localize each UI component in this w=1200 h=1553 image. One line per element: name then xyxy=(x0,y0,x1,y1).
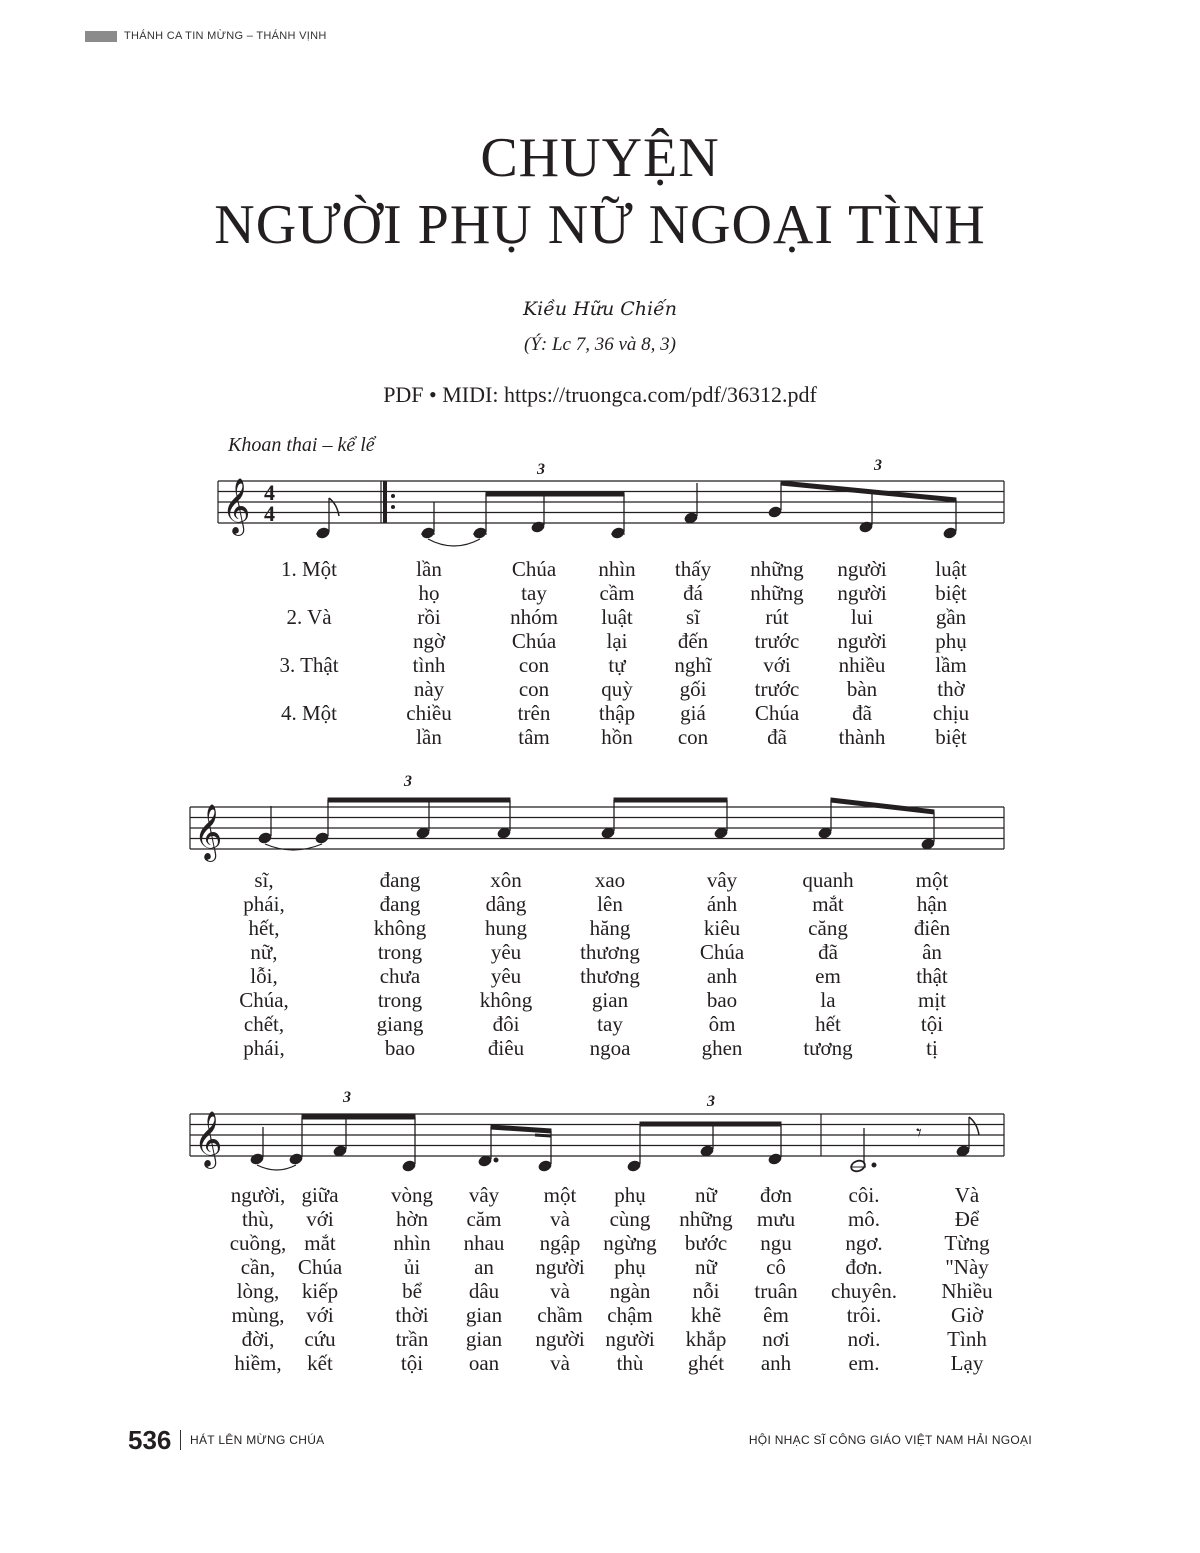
lyric-syllable: lên xyxy=(597,892,623,916)
lyric-syllable: phụ xyxy=(935,629,967,653)
scripture-reference: (Ý: Lc 7, 36 và 8, 3) xyxy=(524,334,676,355)
lyric-syllable: khẽ xyxy=(690,1303,722,1327)
lyric-syllable: lui xyxy=(850,605,874,629)
lyric-syllable: gần xyxy=(935,605,967,629)
lyric-syllable: chịu xyxy=(932,701,970,725)
lyric-syllable: tự xyxy=(608,653,626,677)
lyric-syllable: tương xyxy=(803,1036,853,1060)
lyric-syllable: quanh xyxy=(802,868,854,892)
lyric-syllable: Chúa, xyxy=(239,988,289,1012)
lyric-syllable: anh xyxy=(760,1351,792,1375)
lyric-syllable: Tình xyxy=(947,1327,987,1351)
lyric-syllable: sĩ xyxy=(685,605,701,629)
lyric-syllable: kiếp xyxy=(301,1279,339,1303)
lyric-syllable: mô. xyxy=(847,1207,881,1231)
lyric-syllable: căng xyxy=(808,916,848,940)
lyric-syllable: thập xyxy=(598,701,636,725)
lyric-syllable: em xyxy=(815,964,841,988)
lyric-syllable: cứu xyxy=(304,1327,336,1351)
lyric-syllable: vòng xyxy=(391,1183,433,1207)
page-number: 536 xyxy=(128,1425,172,1455)
lyric-syllable: với xyxy=(306,1303,334,1327)
triplet-mark: 3 xyxy=(537,461,545,478)
lyric-syllable: Và xyxy=(954,1183,980,1207)
lyric-syllable: mắt xyxy=(304,1231,336,1255)
lyric-syllable: trôi. xyxy=(846,1303,882,1327)
lyric-syllable: hăng xyxy=(589,916,631,940)
lyric-syllable: hiềm, xyxy=(234,1351,282,1375)
lyric-syllable: chết, xyxy=(243,1012,285,1036)
song-title-line2: NGƯỜI PHỤ NỮ NGOẠI TÌNH xyxy=(214,194,986,256)
lyric-syllable: hận xyxy=(916,892,948,916)
lyric-syllable: không xyxy=(373,916,427,940)
lyric-syllable: ủi xyxy=(403,1255,421,1279)
lyric-syllable: sĩ, xyxy=(254,868,274,892)
lyric-syllable: chưa xyxy=(379,964,421,988)
lyric-syllable: yêu xyxy=(490,964,522,988)
lyric-syllable: bể xyxy=(402,1279,422,1303)
lyric-syllable: nữ, xyxy=(250,940,278,964)
lyrics-block-1 xyxy=(0,557,1200,749)
lyric-syllable: người xyxy=(535,1327,585,1351)
lyric-syllable: chuyên. xyxy=(831,1279,897,1303)
lyric-syllable: cô xyxy=(766,1255,786,1279)
lyric-syllable: xao xyxy=(594,868,626,892)
lyric-syllable: đã xyxy=(818,940,838,964)
lyric-syllable: nỗi xyxy=(692,1279,720,1303)
lyric-syllable: Chúa xyxy=(297,1255,343,1279)
svg-text:𝄾: 𝄾 xyxy=(916,1121,922,1146)
lyric-syllable: thật xyxy=(916,964,948,988)
song-title-line1: CHUYỆN xyxy=(480,127,720,189)
lyric-syllable: nhau xyxy=(463,1231,505,1255)
lyric-syllable: truân xyxy=(754,1279,798,1303)
lyric-syllable: chiều xyxy=(406,701,452,725)
lyric-syllable: chậm xyxy=(607,1303,653,1327)
composer-name: Kiều Hữu Chiến xyxy=(522,298,678,320)
lyric-syllable: giữa xyxy=(301,1183,339,1207)
lyric-syllable: 3. Thật xyxy=(279,653,339,677)
lyric-syllable: người xyxy=(837,581,887,605)
lyric-syllable: hết xyxy=(815,1012,841,1036)
lyric-syllable: nhìn xyxy=(598,557,636,581)
lyric-syllable: Nhiều xyxy=(941,1279,993,1303)
lyric-syllable: lầm xyxy=(935,653,967,677)
lyric-syllable: nơi. xyxy=(847,1327,881,1351)
lyric-syllable: đơn. xyxy=(845,1255,883,1279)
lyric-syllable: người xyxy=(605,1327,655,1351)
lyric-syllable: kiêu xyxy=(703,916,741,940)
triplet-mark: 3 xyxy=(707,1093,715,1110)
lyric-syllable: bước xyxy=(684,1231,728,1255)
lyric-syllable: Chúa xyxy=(754,701,800,725)
lyric-syllable: nghĩ xyxy=(674,653,712,677)
lyric-syllable: phái, xyxy=(243,1036,285,1060)
lyric-syllable: con xyxy=(677,725,709,749)
header-bar xyxy=(85,31,117,42)
lyric-syllable: quỳ xyxy=(601,677,633,701)
lyric-syllable: thù xyxy=(616,1351,644,1375)
lyric-syllable: oan xyxy=(468,1351,500,1375)
lyric-syllable: mưu xyxy=(756,1207,796,1231)
lyric-syllable: bao xyxy=(384,1036,416,1060)
lyric-syllable: đã xyxy=(767,725,787,749)
lyric-syllable: với xyxy=(306,1207,334,1231)
lyric-syllable: nữ xyxy=(695,1183,717,1207)
lyric-syllable: vây xyxy=(706,868,738,892)
lyric-syllable: gối xyxy=(679,677,707,701)
lyric-syllable: đơn xyxy=(759,1183,793,1207)
lyric-syllable: hết, xyxy=(248,916,280,940)
lyric-syllable: thương xyxy=(580,940,640,964)
svg-text:4: 4 xyxy=(264,480,275,505)
music-staff-2 xyxy=(0,773,1200,865)
lyric-syllable: bao xyxy=(706,988,738,1012)
lyric-syllable: ngu xyxy=(760,1231,792,1255)
triplet-mark: 3 xyxy=(343,1089,351,1106)
lyric-syllable: ngờ xyxy=(412,629,446,653)
lyric-syllable: ôm xyxy=(708,1012,736,1036)
lyric-syllable: ngơ. xyxy=(845,1231,883,1255)
lyric-syllable: Giờ xyxy=(950,1303,984,1327)
lyric-syllable: giang xyxy=(376,1012,424,1036)
footer-divider xyxy=(180,1430,181,1450)
svg-text:4: 4 xyxy=(264,501,275,526)
treble-clef-icon: 𝄞 xyxy=(222,478,251,534)
section-label: THÁNH CA TIN MỪNG – THÁNH VỊNH xyxy=(124,30,327,42)
lyric-syllable: và xyxy=(550,1279,570,1303)
lyric-syllable: không xyxy=(479,988,533,1012)
lyric-syllable: rồi xyxy=(417,605,441,629)
lyric-syllable: gian xyxy=(465,1327,503,1351)
lyric-syllable: luật xyxy=(601,605,633,629)
lyric-syllable: những xyxy=(679,1207,733,1231)
lyric-syllable: hung xyxy=(485,916,527,940)
lyric-syllable: yêu xyxy=(490,940,522,964)
lyric-syllable: nhiều xyxy=(838,653,886,677)
lyric-syllable: tội xyxy=(920,1012,944,1036)
lyric-syllable: dâu xyxy=(468,1279,500,1303)
lyric-syllable: cuồng, xyxy=(229,1231,287,1255)
lyric-syllable: gian xyxy=(465,1303,503,1327)
lyric-syllable: lỗi, xyxy=(250,964,278,988)
lyric-syllable: đang xyxy=(379,892,421,916)
publisher-name: HỘI NHẠC SĨ CÔNG GIÁO VIỆT NAM HẢI NGOẠI xyxy=(748,1433,1032,1447)
lyric-syllable: hờn xyxy=(395,1207,429,1231)
lyric-syllable: người xyxy=(837,629,887,653)
lyric-syllable: tị xyxy=(926,1036,938,1060)
lyric-syllable: lòng, xyxy=(236,1279,280,1303)
lyric-syllable: Lạy xyxy=(950,1351,984,1375)
music-staff-1 xyxy=(0,457,1200,550)
lyric-syllable: côi. xyxy=(848,1183,880,1207)
lyric-syllable: nhìn xyxy=(393,1231,431,1255)
lyric-syllable: con xyxy=(518,677,550,701)
lyric-syllable: dâng xyxy=(485,892,527,916)
lyric-syllable: êm xyxy=(763,1303,789,1327)
lyric-syllable: Chúa xyxy=(511,629,557,653)
lyric-syllable: lần xyxy=(416,557,442,581)
lyric-syllable: chầm xyxy=(537,1303,583,1327)
lyric-syllable: người xyxy=(837,557,887,581)
lyric-syllable: ngoa xyxy=(589,1036,631,1060)
lyric-syllable: tội xyxy=(400,1351,424,1375)
lyric-syllable: 1. Một xyxy=(280,557,338,581)
lyric-syllable: thấy xyxy=(674,557,712,581)
lyric-syllable: và xyxy=(550,1351,570,1375)
lyric-syllable: phụ xyxy=(614,1255,646,1279)
lyric-syllable: trước xyxy=(754,677,800,701)
lyric-syllable: tay xyxy=(521,581,547,605)
lyric-syllable: cùng xyxy=(609,1207,651,1231)
lyric-syllable: một xyxy=(915,868,949,892)
lyric-syllable: nhóm xyxy=(510,605,558,629)
music-staff-3 xyxy=(0,1089,1200,1185)
lyric-syllable: đang xyxy=(379,868,421,892)
lyric-syllable: và xyxy=(550,1207,570,1231)
lyric-syllable: lại xyxy=(606,629,628,653)
lyric-syllable: tâm xyxy=(518,725,550,749)
lyric-syllable: nữ xyxy=(695,1255,717,1279)
lyric-syllable: trong xyxy=(377,988,423,1012)
lyric-syllable: 2. Và xyxy=(286,605,332,629)
lyric-syllable: la xyxy=(820,988,836,1012)
lyric-syllable: đá xyxy=(683,581,703,605)
lyric-syllable: kết xyxy=(307,1351,333,1375)
lyric-syllable: căm xyxy=(466,1207,502,1231)
lyric-syllable: thương xyxy=(580,964,640,988)
lyric-syllable: trong xyxy=(377,940,423,964)
lyric-syllable: Chúa xyxy=(699,940,745,964)
lyric-syllable: người xyxy=(535,1255,585,1279)
lyric-syllable: ghen xyxy=(701,1036,743,1060)
lyric-syllable: ngừng xyxy=(603,1231,657,1255)
lyric-syllable: luật xyxy=(935,557,967,581)
lyric-syllable: ánh xyxy=(706,892,738,916)
lyric-syllable: với xyxy=(763,653,791,677)
lyric-syllable: điên xyxy=(913,916,951,940)
book-title: HÁT LÊN MỪNG CHÚA xyxy=(190,1433,325,1447)
lyric-syllable: ghét xyxy=(687,1351,725,1375)
lyric-syllable: trần xyxy=(395,1327,429,1351)
lyric-syllable: anh xyxy=(706,964,738,988)
lyric-syllable: đôi xyxy=(492,1012,520,1036)
lyric-syllable: rút xyxy=(765,605,789,629)
treble-clef-icon: 𝄞 xyxy=(194,804,223,860)
lyric-syllable: Chúa xyxy=(511,557,557,581)
lyric-syllable: những xyxy=(750,557,804,581)
lyric-syllable: lần xyxy=(416,725,442,749)
treble-clef-icon: 𝄞 xyxy=(194,1111,223,1167)
lyrics-block-2 xyxy=(0,868,1200,1060)
lyric-syllable: điêu xyxy=(487,1036,525,1060)
lyric-syllable: tình xyxy=(412,653,446,677)
lyric-syllable: thành xyxy=(838,725,886,749)
lyric-syllable: hồn xyxy=(601,725,633,749)
lyric-syllable: trên xyxy=(517,701,551,725)
lyric-syllable: ngàn xyxy=(609,1279,651,1303)
lyric-syllable: ân xyxy=(922,940,942,964)
lyric-syllable: biệt xyxy=(935,725,967,749)
lyric-syllable: vây xyxy=(468,1183,500,1207)
lyric-syllable: xôn xyxy=(490,868,522,892)
lyric-syllable: người, xyxy=(230,1183,286,1207)
lyric-syllable: an xyxy=(474,1255,494,1279)
lyric-syllable: giá xyxy=(680,701,706,725)
lyric-syllable: đã xyxy=(852,701,872,725)
running-header xyxy=(85,30,327,42)
lyric-syllable: mắt xyxy=(812,892,844,916)
lyric-syllable: cần, xyxy=(240,1255,276,1279)
triplet-mark: 3 xyxy=(404,773,412,790)
lyric-syllable: họ xyxy=(418,581,440,605)
lyric-syllable: đời, xyxy=(241,1327,275,1351)
lyric-syllable: con xyxy=(518,653,550,677)
lyric-syllable: thờ xyxy=(937,677,965,701)
lyric-syllable: cầm xyxy=(599,581,635,605)
lyric-syllable: bàn xyxy=(846,677,878,701)
lyric-syllable: mùng, xyxy=(231,1303,285,1327)
lyric-syllable: những xyxy=(750,581,804,605)
tempo-marking: Khoan thai – kể lể xyxy=(228,434,375,456)
lyric-syllable: này xyxy=(413,677,445,701)
lyric-syllable: đến xyxy=(677,629,709,653)
lyric-syllable: phái, xyxy=(243,892,285,916)
lyric-syllable: Từng xyxy=(944,1231,990,1255)
lyric-syllable: trước xyxy=(754,629,800,653)
lyric-syllable: 4. Một xyxy=(280,701,338,725)
pdf-midi-link[interactable]: PDF • MIDI: https://truongca.com/pdf/36312.pdf xyxy=(383,382,817,407)
lyric-syllable: "Này xyxy=(945,1255,989,1279)
lyric-syllable: ngập xyxy=(539,1231,581,1255)
lyric-syllable: Để xyxy=(954,1207,980,1231)
lyric-syllable: thời xyxy=(395,1303,429,1327)
lyrics-block-3 xyxy=(0,1183,1200,1375)
lyric-syllable: nơi xyxy=(762,1327,790,1351)
triplet-mark: 3 xyxy=(874,457,882,474)
lyric-syllable: thù, xyxy=(241,1207,275,1231)
lyric-syllable: mịt xyxy=(917,988,947,1012)
lyric-syllable: gian xyxy=(591,988,629,1012)
lyric-syllable: em. xyxy=(848,1351,880,1375)
lyric-syllable: phụ xyxy=(614,1183,646,1207)
lyric-syllable: biệt xyxy=(935,581,967,605)
lyric-syllable: tay xyxy=(597,1012,623,1036)
lyric-syllable: khắp xyxy=(685,1327,727,1351)
lyric-syllable: một xyxy=(543,1183,577,1207)
